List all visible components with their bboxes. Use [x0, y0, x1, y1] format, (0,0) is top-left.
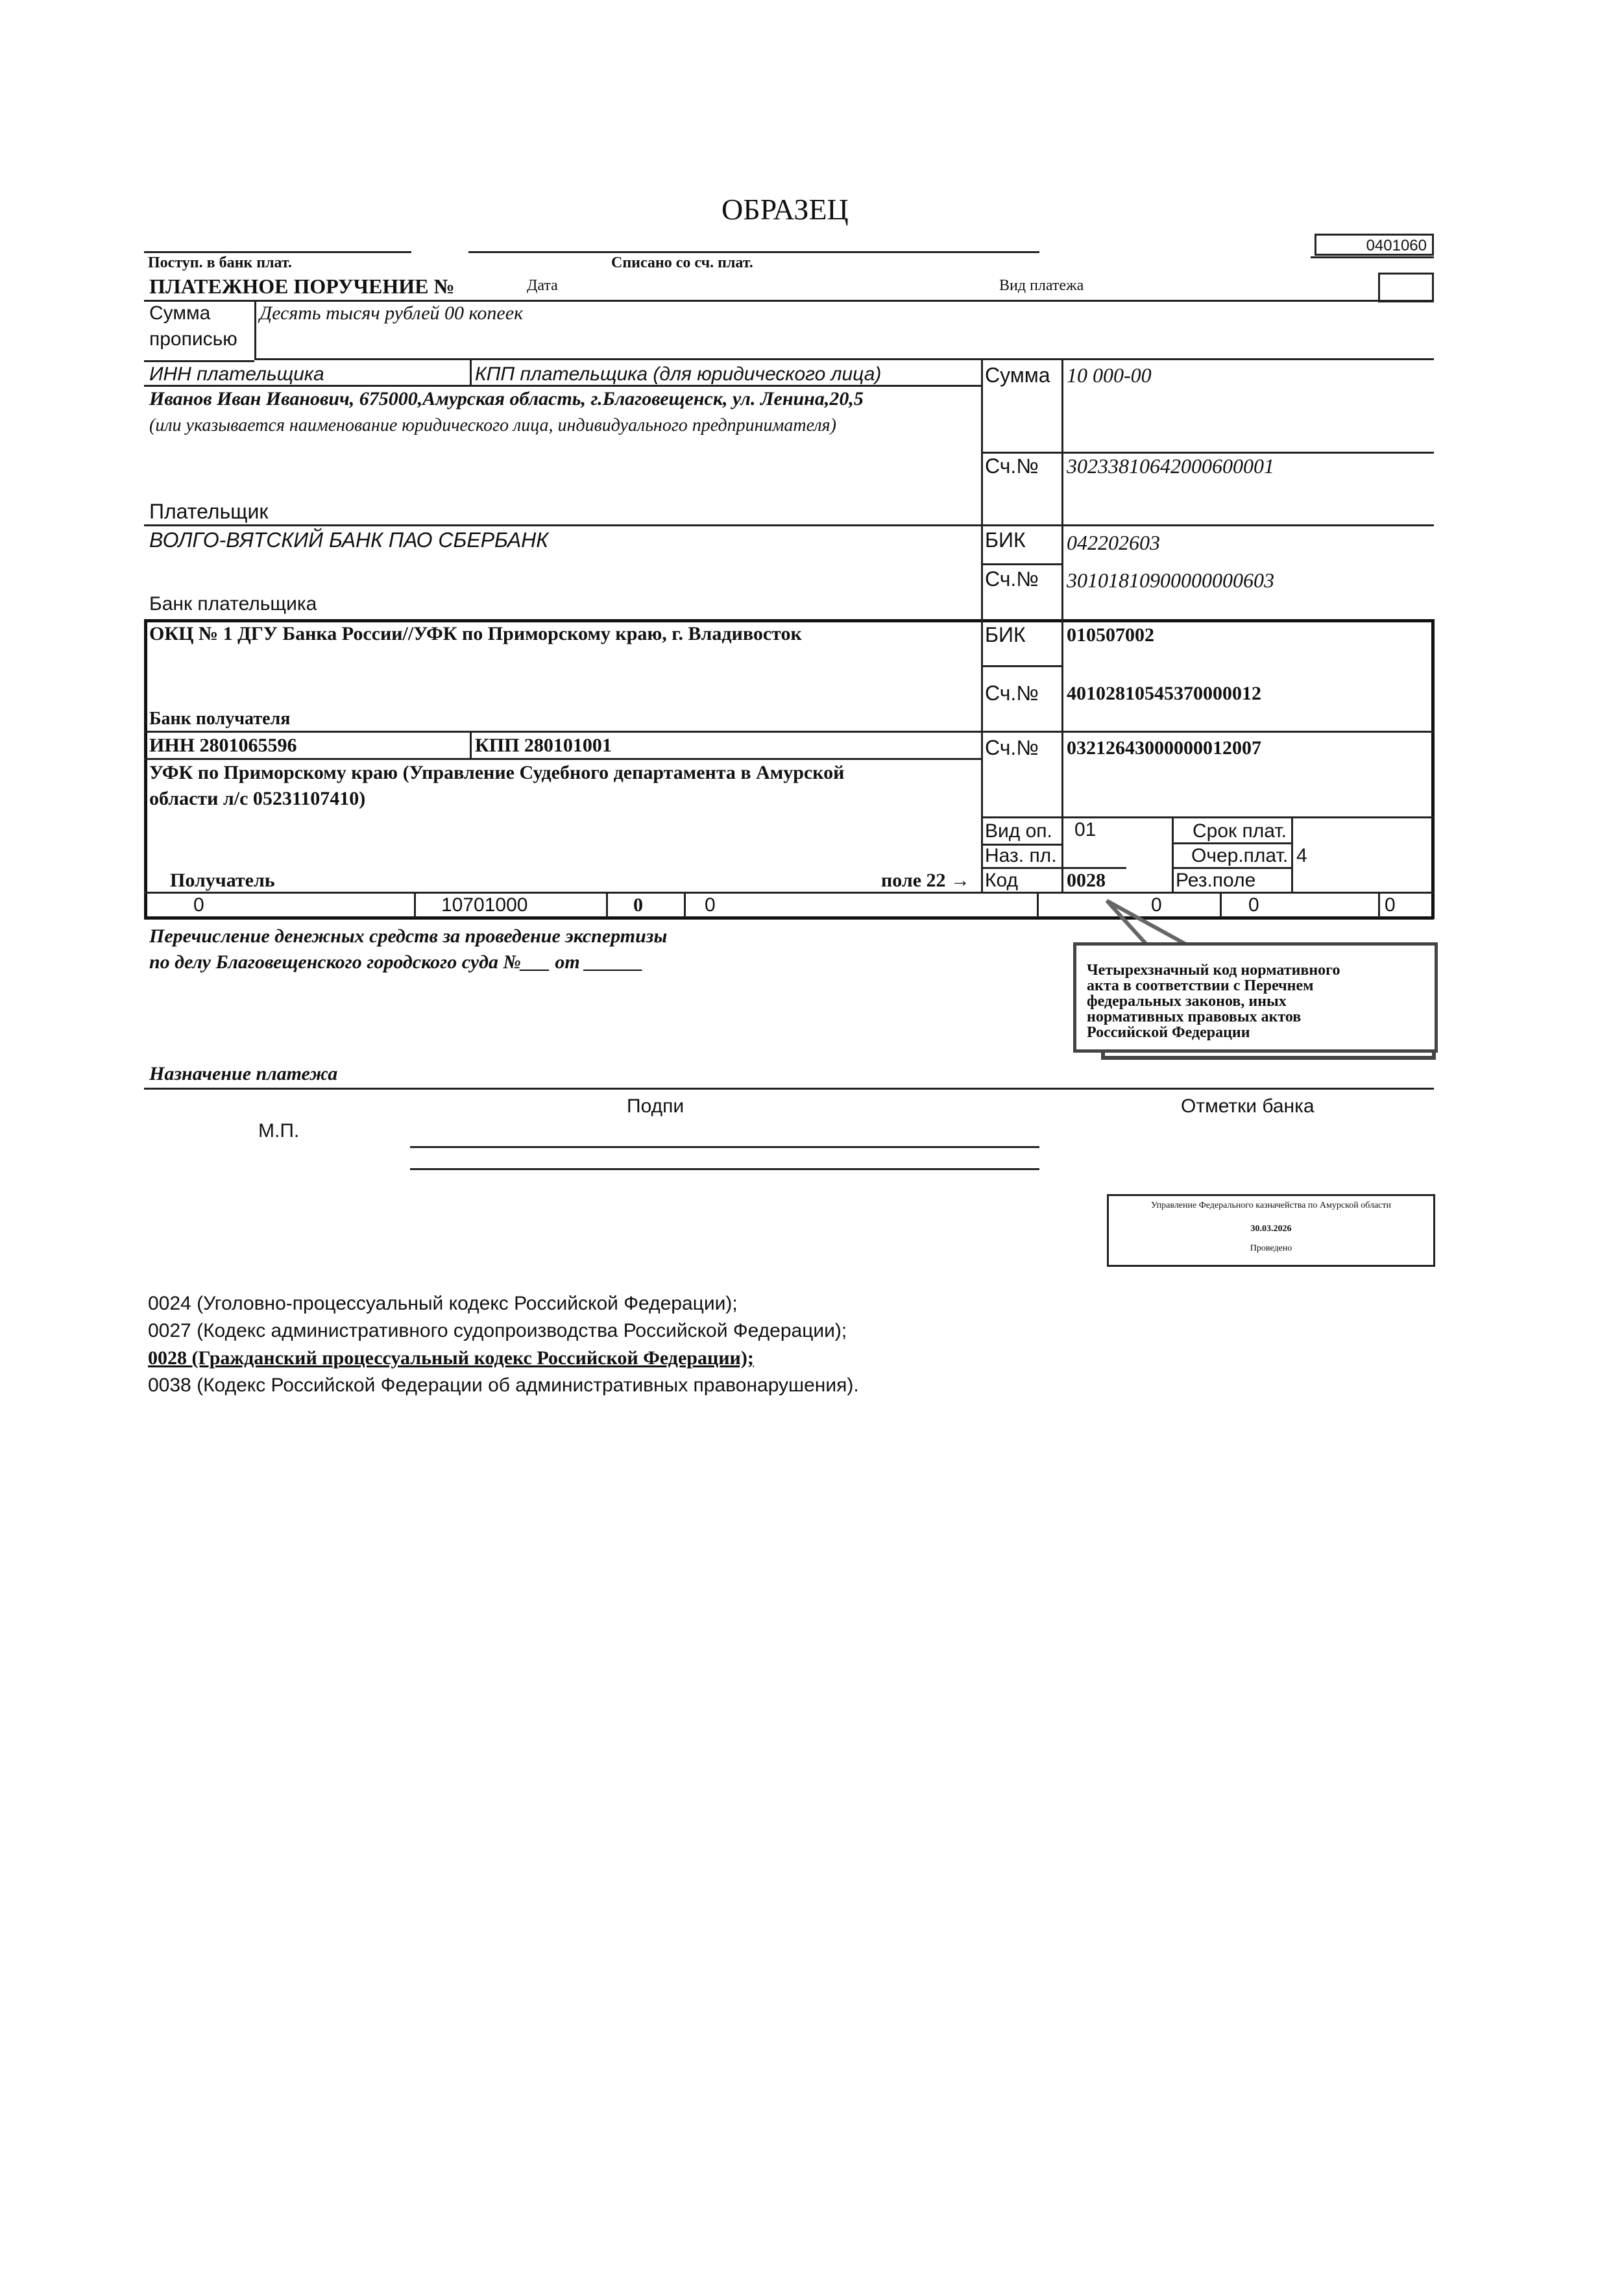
document-title: ОБРАЗЕЦ: [721, 193, 849, 226]
treasury-stamp: [1107, 1194, 1435, 1267]
recipient-name-2: области л/с 05231107410): [149, 788, 366, 809]
callout-line-5: Российской Федерации: [1087, 1024, 1250, 1041]
right-col-line-2: [1061, 360, 1063, 620]
recipient-kpp: КПП 280101001: [475, 735, 612, 756]
naz-value-line: [1061, 867, 1126, 869]
sum-words-divider: [254, 300, 256, 358]
stamp-org: Управление Федерального казначейства по Амурской области: [1151, 1201, 1391, 1210]
vid-op-value: 01: [1074, 819, 1097, 840]
tax-cell-4: 0: [705, 894, 716, 916]
purpose-caption: Назначение платежа: [149, 1063, 338, 1084]
form-code: 0401060: [1366, 237, 1427, 254]
date-label: Дата: [527, 277, 558, 294]
purpose-line-2: по делу Благовещенского городского суда №___ от ______: [149, 951, 644, 973]
recipient-bank-bik-line: [981, 665, 1061, 667]
tax-cell-3: 0: [633, 894, 643, 916]
tax-cell-5: 0: [1151, 894, 1162, 916]
code-line-0024: 0024 (Уголовно-процессуальный кодекс Российской Федерации);: [148, 1293, 738, 1314]
callout-line-4: нормативных правовых актов: [1087, 1009, 1302, 1025]
payer-bank-account-label: Сч.№: [985, 567, 1039, 591]
callout-line-2: акта в соответствии с Перечнем: [1087, 977, 1314, 994]
tax-div-3: [684, 892, 686, 918]
payer-inn-label: ИНН плательщика: [149, 363, 324, 385]
recipient-bank-bik-value: 010507002: [1067, 624, 1154, 646]
payer-caption: Плательщик: [149, 500, 269, 523]
code-line-0027: 0027 (Кодекс административного судопроизводства Российской Федерации);: [148, 1320, 847, 1341]
postup-label: Поступ. в банк плат.: [148, 254, 292, 271]
mp-label: М.П.: [258, 1120, 300, 1142]
field22-label: поле 22 →: [881, 870, 971, 891]
form-code-line: [1311, 256, 1434, 258]
recipient-bank-name: ОКЦ № 1 ДГУ Банка России//УФК по Приморскому краю, г. Владивосток: [149, 623, 802, 644]
recipient-inn: ИНН 2801065596: [149, 735, 297, 756]
details-divider-mid: [1172, 816, 1174, 892]
details-divider-right: [1291, 816, 1293, 892]
payer-account-value: 30233810642000600001: [1067, 454, 1274, 478]
recipient-inn-bottom-line: [144, 758, 981, 760]
tax-cell-1: 0: [193, 894, 204, 916]
recipient-right-col-2: [1061, 619, 1063, 892]
sum-words-value: Десять тысяч рублей 00 копеек: [260, 302, 524, 324]
srok-bottom-line: [1172, 842, 1291, 844]
payer-top-line-left: [144, 360, 254, 362]
srok-label: Срок плат.: [1193, 820, 1287, 842]
recipient-bank-bik-label: БИК: [985, 623, 1026, 646]
payer-bottom-line: [144, 524, 1434, 526]
recipient-bank-account-value: 40102810545370000012: [1067, 683, 1261, 704]
payer-kpp-label: КПП плательщика (для юридического лица): [475, 363, 882, 385]
spisano-line: [468, 251, 1039, 253]
order-title: ПЛАТЕЖНОЕ ПОРУЧЕНИЕ №: [149, 275, 455, 298]
ocher-bottom-line: [1172, 867, 1291, 869]
payer-bank-name: ВОЛГО-ВЯТСКИЙ БАНК ПАО СБЕРБАНК: [149, 528, 549, 552]
bank-marks-label: Отметки банка: [1181, 1095, 1315, 1117]
purpose-line-1: Перечисление денежных средств за проведение экспертизы: [149, 925, 668, 947]
naz-label: Наз. пл.: [985, 845, 1057, 866]
tax-cell-2: 10701000: [441, 894, 528, 916]
payment-type-label: Вид платежа: [999, 277, 1084, 294]
details-top-line: [981, 816, 1434, 818]
sum-words-top-line: [144, 300, 1434, 302]
stamp-status: Проведено: [1250, 1243, 1292, 1253]
postup-line: [144, 251, 411, 253]
tax-cell-7: 0: [1385, 894, 1396, 916]
inn-kpp-bottom-line: [144, 385, 981, 387]
tax-div-1: [414, 892, 416, 918]
purpose-bottom-line: [144, 1088, 1434, 1090]
payer-name: Иванов Иван Иванович, 675000,Амурская область, г.Благовещенск, ул. Ленина,20,5: [149, 388, 864, 410]
tax-div-2: [606, 892, 608, 918]
payer-bank-caption: Банк плательщика: [149, 593, 317, 615]
tax-cell-6: 0: [1248, 894, 1259, 916]
sum-words-label-2: прописью: [149, 328, 237, 350]
signature-line-2: [410, 1168, 1039, 1170]
ocher-label: Очер.плат.: [1191, 845, 1289, 866]
payer-account-label: Сч.№: [985, 454, 1039, 478]
payer-bank-account-value: 30101810900000000603: [1067, 569, 1274, 592]
stamp-date: 30.03.2026: [1250, 1224, 1292, 1234]
sum-bottom-line: [981, 452, 1434, 454]
signatures-label: Подпи: [627, 1095, 685, 1117]
form-code-box: [1315, 234, 1434, 256]
naz-bottom-line: [981, 867, 1061, 869]
recipient-box-right: [1431, 619, 1435, 919]
code-line-0028: 0028 (Гражданский процессуальный кодекс Российской Федерации);: [148, 1347, 754, 1369]
callout-line-1: Четырехзначный код нормативного: [1087, 962, 1340, 979]
payer-bank-bik-value: 042202603: [1067, 531, 1160, 554]
spisano-label: Списано со сч. плат.: [611, 254, 753, 271]
recipient-bank-account-label: Сч.№: [985, 681, 1039, 705]
payer-bank-bik-line: [981, 563, 1061, 565]
payer-bank-bik-label: БИК: [985, 528, 1026, 552]
payer-name-note: (или указывается наименование юридического лица, индивидуального предпринимателя): [149, 415, 836, 435]
tax-div-4: [1037, 892, 1039, 918]
ocher-value: 4: [1296, 845, 1307, 866]
vid-op-label: Вид оп.: [985, 820, 1052, 842]
recipient-caption: Получатель: [170, 870, 275, 891]
recipient-account-label: Сч.№: [985, 736, 1039, 759]
code-line-0038: 0038 (Кодекс Российской Федерации об административных правонарушения).: [148, 1375, 859, 1396]
sum-words-label-1: Сумма: [149, 302, 211, 324]
recipient-right-col-1: [981, 619, 983, 892]
rez-label: Рез.поле: [1176, 870, 1256, 891]
recipient-box-left: [144, 619, 147, 919]
signature-line-1: [410, 1146, 1039, 1148]
recipient-inn-kpp-divider: [470, 731, 472, 758]
sum-value: 10 000-00: [1067, 363, 1152, 387]
right-col-line-1: [981, 360, 983, 620]
recipient-box-top: [144, 619, 1434, 622]
recipient-name-1: УФК по Приморскому краю (Управление Судебного департамента в Амурской: [149, 762, 845, 783]
recipient-bank-caption: Банк получателя: [149, 709, 291, 729]
recipient-account-value: 03212643000000012007: [1067, 737, 1261, 759]
sum-label: Сумма: [985, 363, 1050, 387]
inn-kpp-divider: [470, 360, 472, 385]
payment-type-box: [1378, 273, 1434, 302]
callout-box: [1073, 942, 1438, 1053]
callout-line-3: федеральных законов, иных: [1087, 993, 1287, 1010]
kod-label: Код: [985, 870, 1019, 891]
payer-top-line: [254, 358, 1434, 360]
kod-value: 0028: [1067, 870, 1106, 891]
recipient-bank-bottom-line: [144, 731, 1434, 733]
